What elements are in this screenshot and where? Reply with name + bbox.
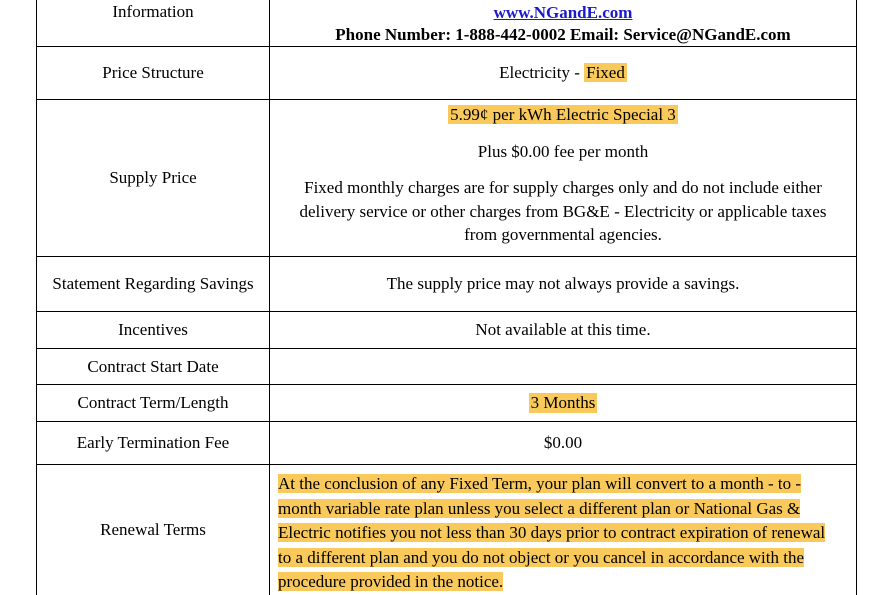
information-label: Information (37, 0, 270, 46)
information-value (270, 0, 856, 46)
row-renewal (37, 465, 856, 595)
supply-rate: 5.99¢ per kWh Electric Special 3 (450, 105, 676, 124)
renewal-value: At the conclusion of any Fixed Term, your plan will convert to a month - to - month variable rate plan unless you select a different plan or National Gas & Electric notifies you not less than 30 days prior to contract expiration of renewal to a different plan and you do not object or you cancel in accordance with the procedure provided in the notice. (278, 474, 826, 591)
term-value-cell (270, 385, 856, 421)
supply-price-value (270, 100, 856, 256)
row-price-structure (37, 47, 856, 100)
renewal-value-cell (270, 465, 856, 595)
row-incentives (37, 312, 856, 349)
incentives-value: Not available at this time. (475, 320, 651, 339)
savings-value: The supply price may not always provide a savings. (386, 274, 740, 293)
price-structure-prefix: Electricity - (499, 63, 585, 82)
termination-fee-value: $0.00 (543, 433, 583, 452)
website-link[interactable]: www.NGandE.com (493, 3, 633, 22)
term-label: Contract Term/Length (37, 385, 270, 421)
supply-price-label: Supply Price (37, 100, 270, 256)
incentives-label: Incentives (37, 312, 270, 348)
price-structure-value (270, 47, 856, 99)
row-term (37, 385, 856, 422)
price-structure-type: Fixed (586, 63, 625, 82)
row-termination-fee (37, 422, 856, 465)
contract-summary-table (36, 0, 857, 595)
price-structure-label: Price Structure (37, 47, 270, 99)
start-date-value (270, 349, 856, 384)
start-date-label: Contract Start Date (37, 349, 270, 384)
row-supply-price (37, 100, 856, 257)
renewal-label: Renewal Terms (37, 465, 270, 595)
row-start-date (37, 349, 856, 385)
supply-fee: Plus $0.00 fee per month (477, 142, 649, 161)
termination-fee-label: Early Termination Fee (37, 422, 270, 464)
supply-note: Fixed monthly charges are for supply charges only and do not include either delivery service or other charges from BG&E - Electricity or applicable taxes from governmental agencies. (299, 178, 827, 244)
row-information (37, 0, 856, 47)
savings-label: Statement Regarding Savings (37, 257, 270, 311)
row-savings (37, 257, 856, 312)
contact-info: Phone Number: 1-888-442-0002 Email: Service@NGandE.com (335, 25, 791, 44)
term-value: 3 Months (530, 393, 596, 412)
